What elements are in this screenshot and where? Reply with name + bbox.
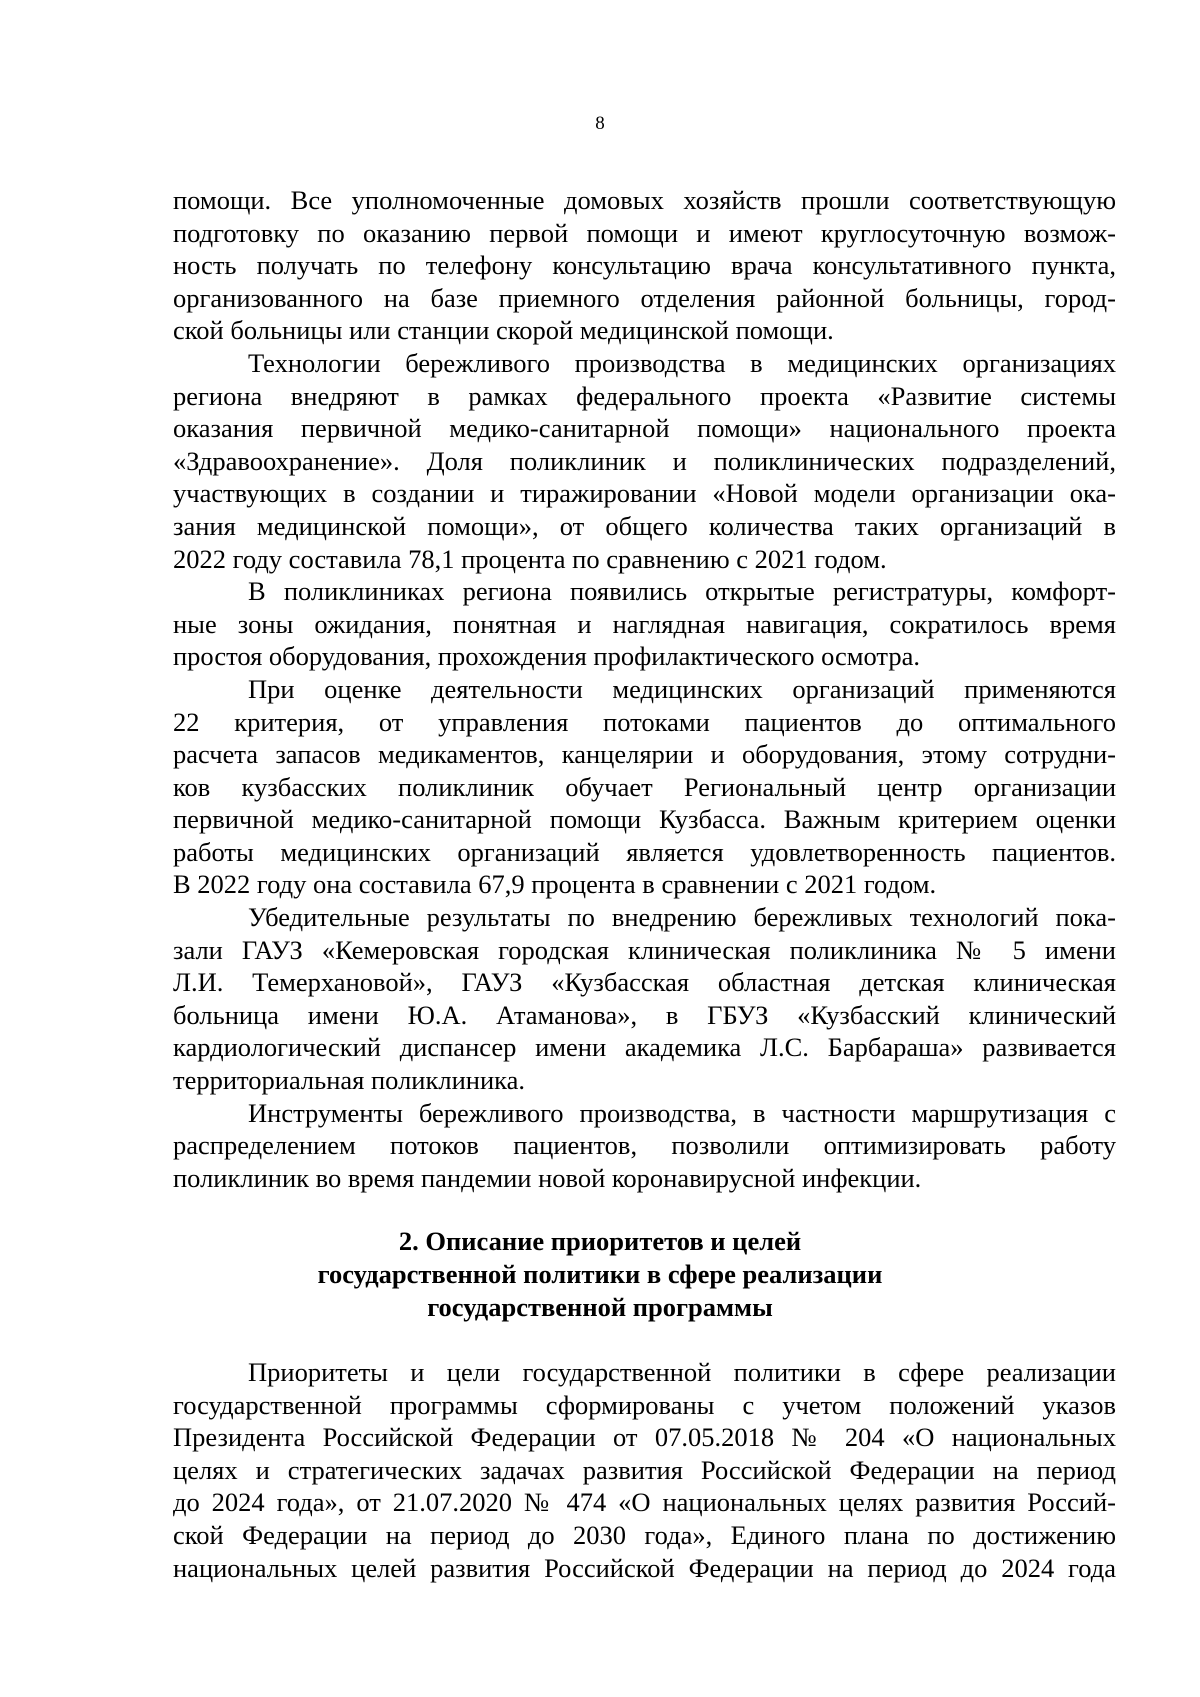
- text-line: В поликлиниках региона появились открытые регистратуры, комфорт-: [248, 576, 1116, 607]
- paragraph: [173, 1097, 1116, 1195]
- text-line: региона внедряют в рамках федерального проекта «Развитие системы: [173, 380, 1116, 411]
- text-line: целях и стратегических задачах развития Российской Федерации на период: [173, 1454, 1116, 1485]
- text-line: Технологии бережливого производства в медицинских организациях: [248, 347, 1116, 378]
- paragraph: [173, 575, 1116, 673]
- text-line: оказания первичной медико-санитарной помощи» национального проекта: [173, 413, 1116, 444]
- text-line: распределением потоков пациентов, позволили оптимизировать работу: [173, 1130, 1116, 1161]
- paragraph: [173, 1356, 1116, 1584]
- text-line: При оценке деятельности медицинских организаций применяются: [248, 673, 1116, 704]
- text-line: ской больницы или станции скорой медицинской помощи.: [173, 315, 834, 346]
- text-line: Президента Российской Федерации от 07.05.2018 № 204 «О национальных: [173, 1422, 1116, 1453]
- text-line: национальных целей развития Российской Федерации на период до 2024 года: [173, 1552, 1116, 1583]
- text-line: «Здравоохранение». Доля поликлиник и поликлинических подразделений,: [173, 445, 1116, 476]
- text-line: ской Федерации на период до 2030 года», Единого плана по достижению: [173, 1519, 1116, 1550]
- text-line: территориальная поликлиника.: [173, 1065, 525, 1096]
- text-line: поликлиник во время пандемии новой коронавирусной инфекции.: [173, 1162, 922, 1193]
- text-line: простоя оборудования, прохождения профилактического осмотра.: [173, 641, 920, 672]
- text-line: кардиологический диспансер имени академика Л.С. Барбараша» развивается: [173, 1032, 1116, 1063]
- text-line: зания медицинской помощи», от общего количества таких организаций в: [173, 510, 1116, 541]
- text-line: подготовку по оказанию первой помощи и имеют круглосуточную возмож-: [173, 217, 1116, 248]
- text-line: до 2024 года», от 21.07.2020 № 474 «О национальных целях развития Россий-: [173, 1487, 1116, 1518]
- heading-line: государственной политики в сфере реализации: [317, 1259, 883, 1289]
- paragraph: [173, 901, 1116, 1097]
- text-line: Инструменты бережливого производства, в частности маршрутизация с: [248, 1097, 1116, 1128]
- body-text: [173, 184, 1116, 1194]
- text-line: организованного на базе приемного отделения районной больницы, город-: [173, 282, 1116, 313]
- text-line: 22 критерия, от управления потоками пациентов до оптимального: [173, 706, 1116, 737]
- text-line: В 2022 году она составила 67,9 процента в сравнении с 2021 годом.: [173, 869, 937, 900]
- text-line: Убедительные результаты по внедрению бережливых технологий пока-: [248, 902, 1116, 933]
- text-line: помощи. Все уполномоченные домовых хозяйств прошли соответствующую: [173, 185, 1116, 215]
- text-line: первичной медико-санитарной помощи Кузбасса. Важным критерием оценки: [173, 804, 1116, 835]
- text-line: зали ГАУЗ «Кемеровская городская клиническая поликлиника № 5 имени: [173, 934, 1116, 965]
- text-line: участвующих в создании и тиражировании «Новой модели организации ока-: [173, 478, 1116, 509]
- paragraph: [173, 184, 1116, 347]
- text-line: Л.И. Темерхановой», ГАУЗ «Кузбасская областная детская клиническая: [173, 967, 1116, 998]
- section-heading: [0, 1225, 1200, 1324]
- text-line: ность получать по телефону консультацию врача консультативного пункта,: [173, 250, 1116, 281]
- text-line: ков кузбасских поликлиник обучает Региональный центр организации: [173, 771, 1116, 802]
- text-line: больница имени Ю.А. Атаманова», в ГБУЗ «Кузбасский клинический: [173, 999, 1116, 1030]
- page-number: 8: [595, 113, 605, 134]
- text-line: расчета запасов медикаментов, канцелярии и оборудования, этому сотрудни-: [173, 739, 1116, 770]
- text-line: 2022 году составила 78,1 процента по сравнению с 2021 годом.: [173, 543, 887, 574]
- text-line: ные зоны ожидания, понятная и наглядная навигация, сократилось время: [173, 608, 1116, 639]
- heading-line: 2. Описание приоритетов и целей: [398, 1226, 802, 1256]
- text-line: Приоритеты и цели государственной политики в сфере реализации: [248, 1357, 1116, 1387]
- paragraph: [173, 673, 1116, 901]
- heading-line: государственной программы: [427, 1292, 773, 1322]
- section-body-text: [173, 1356, 1116, 1584]
- text-line: государственной программы сформированы с учетом положений указов: [173, 1389, 1116, 1420]
- paragraph: [173, 347, 1116, 575]
- text-line: работы медицинских организаций является удовлетворенность пациентов.: [173, 836, 1116, 867]
